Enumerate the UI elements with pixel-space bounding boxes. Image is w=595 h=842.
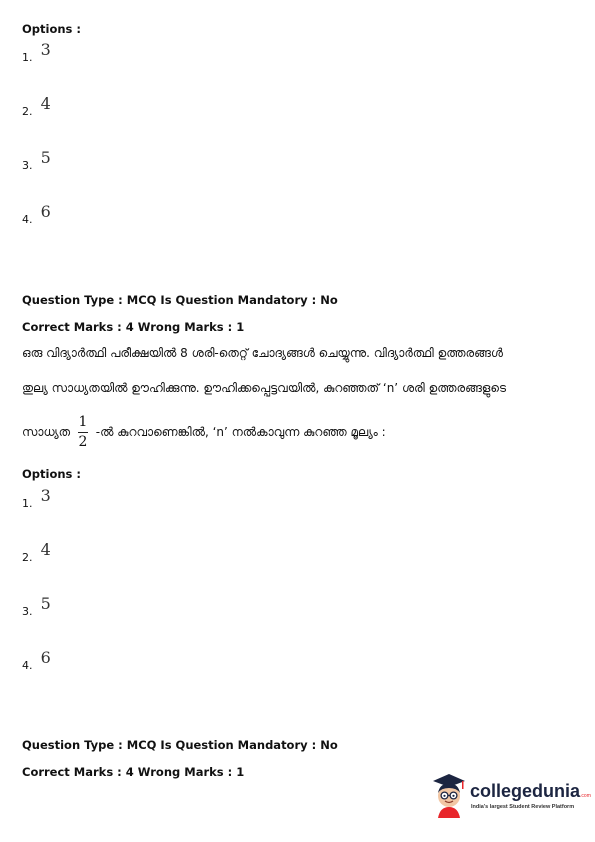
option-value: 3 <box>40 486 51 505</box>
fraction-denominator: 2 <box>78 434 88 450</box>
option-number: 1. <box>22 51 33 64</box>
question-type-line: Question Type : MCQ Is Question Mandatory : No <box>22 293 338 307</box>
option-value: 5 <box>40 148 51 167</box>
fraction-numerator: 1 <box>78 414 88 430</box>
student-mascot-icon <box>430 772 468 818</box>
option-value: 5 <box>40 594 51 613</box>
option-value: 6 <box>40 648 51 667</box>
option-item <box>22 648 51 673</box>
logo-wordmark <box>470 781 591 802</box>
fraction-bar <box>78 432 88 433</box>
option-item <box>22 94 51 119</box>
question-text-line <box>22 415 386 450</box>
logo-suffix: .com <box>580 793 591 799</box>
option-number: 4. <box>22 659 33 672</box>
option-value: 6 <box>40 202 51 221</box>
logo-name: collegedunia <box>470 781 581 801</box>
option-item <box>22 40 51 65</box>
question-marks-line: Correct Marks : 4 Wrong Marks : 1 <box>22 765 245 779</box>
option-number: 1. <box>22 497 33 510</box>
option-number: 2. <box>22 105 33 118</box>
option-item <box>22 594 51 619</box>
question-text-prefix: സാധ്യത <box>22 425 71 439</box>
question-type-line: Question Type : MCQ Is Question Mandatory : No <box>22 738 338 752</box>
question-text-line: തുല്യ സാധ്യതയിൽ ഊഹിക്കുന്നു. ഊഹിക്കപ്പെട്ടവയിൽ, കുറഞ്ഞത് ‘n’ ശരി ഉത്തരങ്ങളുടെ <box>22 381 507 395</box>
question-text-line: ഒരു വിദ്യാർത്ഥി പരീക്ഷയിൽ 8 ശരി-തെറ്റ് ചോദ്യങ്ങൾ ചെയ്യുന്നു. വിദ്യാർത്ഥി ഉത്തരങ്ങൾ <box>22 346 503 360</box>
fraction <box>78 415 88 450</box>
options-label: Options : <box>22 467 81 481</box>
logo-tagline: India's largest Student Review Platform <box>471 804 575 810</box>
option-number: 2. <box>22 551 33 564</box>
option-item <box>22 540 51 565</box>
option-item <box>22 486 51 511</box>
question-text-suffix: -ൽ കുറവാണെങ്കിൽ, ‘n’ നൽകാവുന്ന കുറഞ്ഞ മൂല്യം : <box>95 425 386 439</box>
option-number: 4. <box>22 213 33 226</box>
options-label: Options : <box>22 22 81 36</box>
option-value: 3 <box>40 40 51 59</box>
option-item <box>22 148 51 173</box>
collegedunia-logo <box>430 772 591 822</box>
option-number: 3. <box>22 605 33 618</box>
option-item <box>22 202 51 227</box>
option-value: 4 <box>40 540 51 559</box>
option-value: 4 <box>40 94 51 113</box>
question-marks-line: Correct Marks : 4 Wrong Marks : 1 <box>22 320 245 334</box>
option-number: 3. <box>22 159 33 172</box>
